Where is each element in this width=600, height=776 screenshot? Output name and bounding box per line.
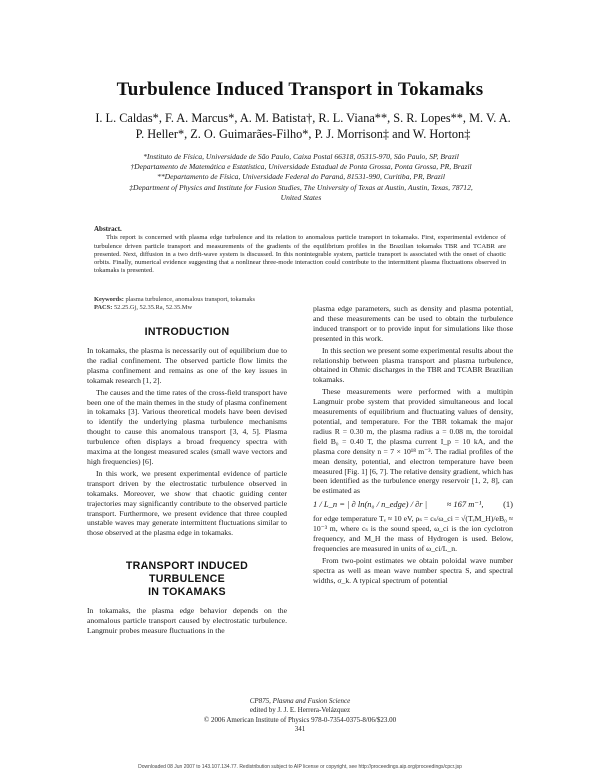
equation-rhs: ≈ 167 m⁻¹, [446, 499, 484, 510]
pacs-text: 52.25.Gj, 52.35.Ra, 52.35.Mw [113, 304, 193, 311]
left-column [87, 326, 287, 638]
section-heading-introduction: INTRODUCTION [144, 326, 230, 338]
keywords-label: Keywords: [94, 296, 124, 303]
pacs-label: PACS: [94, 304, 113, 311]
author-line: I. L. Caldas*, F. A. Marcus*, A. M. Batista†, R. L. Viana**, S. R. Lopes**, M. V. A. [95, 111, 511, 125]
page-number: 341 [294, 724, 306, 733]
paper-title: Turbulence Induced Transport in Tokamaks [116, 79, 484, 100]
right-column [313, 304, 513, 587]
copyright-line: © 2006 American Institute of Physics 978-0-7354-0375-8/06/$23.00 [203, 715, 397, 724]
equation-lhs: 1 / L_n = | ∂ ln(n₀ / n_edge) / ∂r | [313, 499, 428, 510]
paragraph: plasma edge parameters, such as density and plasma potential, and these measurements can be used to obtain the turbulence induced transport or to provide input for simulations like those presented in this work. [313, 304, 513, 343]
paragraph: These measurements were performed with a multipin Langmuir probe system that provided simultaneous and local measurements of equilibrium and fluctuating values of density, potential, and temperature. For the TBR tokamak the major radius R = 0.30 m, the plasma radius a = 0.08 m, the toroidal field B₀ = 0.40 T, the plasma current I_p = 10 kA, and the plasma core density n = 7 × 10¹⁸ m⁻³. The radial profiles of the mean density, potential, and electron temperature have been measured [Fig. 1] [6, 7]. The relative density gradient, which has been identified as the turbulence energy reservoir [1, 2, 8], can be estimated as [313, 387, 513, 496]
paragraph: for edge temperature Tₑ ≈ 10 eV, ρₛ = cₛ/ω_ci = √(TₑM_H)/eB₀ ≈ 10⁻³ m, where cₛ is the sound speed, ω_ci is the ion cyclotron frequency, and M_H the mass of Hydrogen is used. Below, frequencies are measured in units of ω_ci/L_n. [313, 514, 513, 553]
paragraph: In this section we present some experimental results about the relationship between plasma transport and plasma turbulence, obtained in Ohmic discharges in the TBR and TCABR Brazilian tokamaks. [313, 345, 513, 385]
equation-number: (1) [503, 499, 513, 510]
section-heading-transport [87, 560, 287, 599]
affiliation: **Departamento de Física, Universidade Federal do Paraná, 81531-990, Curitiba, PR, Brazil [157, 172, 445, 182]
abstract-heading: Abstract. [94, 225, 122, 233]
paragraph: The causes and the time rates of the cross-field transport have been one of the main themes in the study of plasma confinement in tokamaks [3]. Various theoretical models have been devised to identify the underlying plasma turbulence mechanisms thought to cause this anomalous transport [3, 4, 5]. Plasma turbulence often displays a broad frequency spectra with maxima at the longest measured scales (small wave vectors and high frequencies) [6]. [87, 387, 287, 466]
paragraph: From two-point estimates we obtain poloidal wave number spectra as well as mean wave number spectra S, and spectral widths, σ_k. A typical spectrum of potential [313, 555, 513, 585]
affiliations [85, 152, 517, 203]
download-notice: Downloaded 08 Jun 2007 to 143.107.134.77. Redistribution subject to AIP license or copyright, see http://proceedings.aip.org/proceedings/cpcr.jsp [138, 764, 462, 770]
affiliation: United States [280, 192, 322, 202]
author-list [88, 110, 518, 142]
abstract-block [94, 225, 506, 276]
section-heading-line: IN TOKAMAKS [148, 586, 226, 599]
affiliation: †Departamento de Matemática e Estatística, Universidade Estadual de Ponta Grossa, Ponta Grossa, PR, Brazil [130, 162, 472, 172]
keywords-text: plasma turbulence, anomalous transport, tokamaks [125, 296, 255, 303]
equation-1 [313, 500, 513, 510]
conference-name: CP875, Plasma and Fusion Science [249, 697, 351, 705]
page-footer [0, 697, 600, 734]
affiliation: *Instituto de Física, Universidade de São Paulo, Caixa Postal 66318, 05315-970, São Paulo, SP, Brazil [143, 152, 459, 161]
author-line: P. Heller*, Z. O. Guimarães-Filho*, P. J. Morrison‡ and W. Horton‡ [135, 127, 471, 141]
affiliation: ‡Department of Physics and Institute for Fusion Studies, The University of Texas at Austin, Austin, Texas, 78712, [129, 182, 473, 192]
abstract-text: This report is concerned with plasma edge turbulence and its relation to anomalous particle transport in tokamaks. First, experimental evidence of turbulence driven particle transport and measurements of the gradients of the equilibrium profiles in the Brazilian tokamaks TBR and TCABR are presented. Next, diffusion in a two drift-wave system is discussed. In this nonintegrable system, particle transport is associated with the onset of chaotic orbits. Finally, numerical evidence suggesting that a nonlinear three-mode interaction could contribute to the intermittent plasma fluctuations observed in tokamaks is presented. [94, 234, 506, 275]
section-heading-line: TRANSPORT INDUCED TURBULENCE [125, 560, 249, 586]
paragraph: In this work, we present experimental evidence of particle transport driven by the electrostatic turbulence observed in tokamaks. Moreover, we show that chaotic guiding center trajectories may significantly contribute to the observed particle transport. Furthermore, we present evidence that three coupled unstable waves may generate intermittent fluctuations similar to those observed at the plasma edge in tokamaks. [87, 468, 287, 538]
paragraph: In tokamaks, the plasma edge behavior depends on the anomalous particle transport caused by electrostatic turbulence. Langmuir probes measure fluctuations in the [87, 606, 287, 636]
editors-line: edited by J. J. E. Herrera-Velázquez [249, 706, 351, 715]
paragraph: In tokamaks, the plasma is necessarily out of equilibrium due to the radial confinement. The observed particle flow limits the plasma confinement and remains as one of the key issues in tokamak research [1, 2]. [87, 346, 287, 385]
